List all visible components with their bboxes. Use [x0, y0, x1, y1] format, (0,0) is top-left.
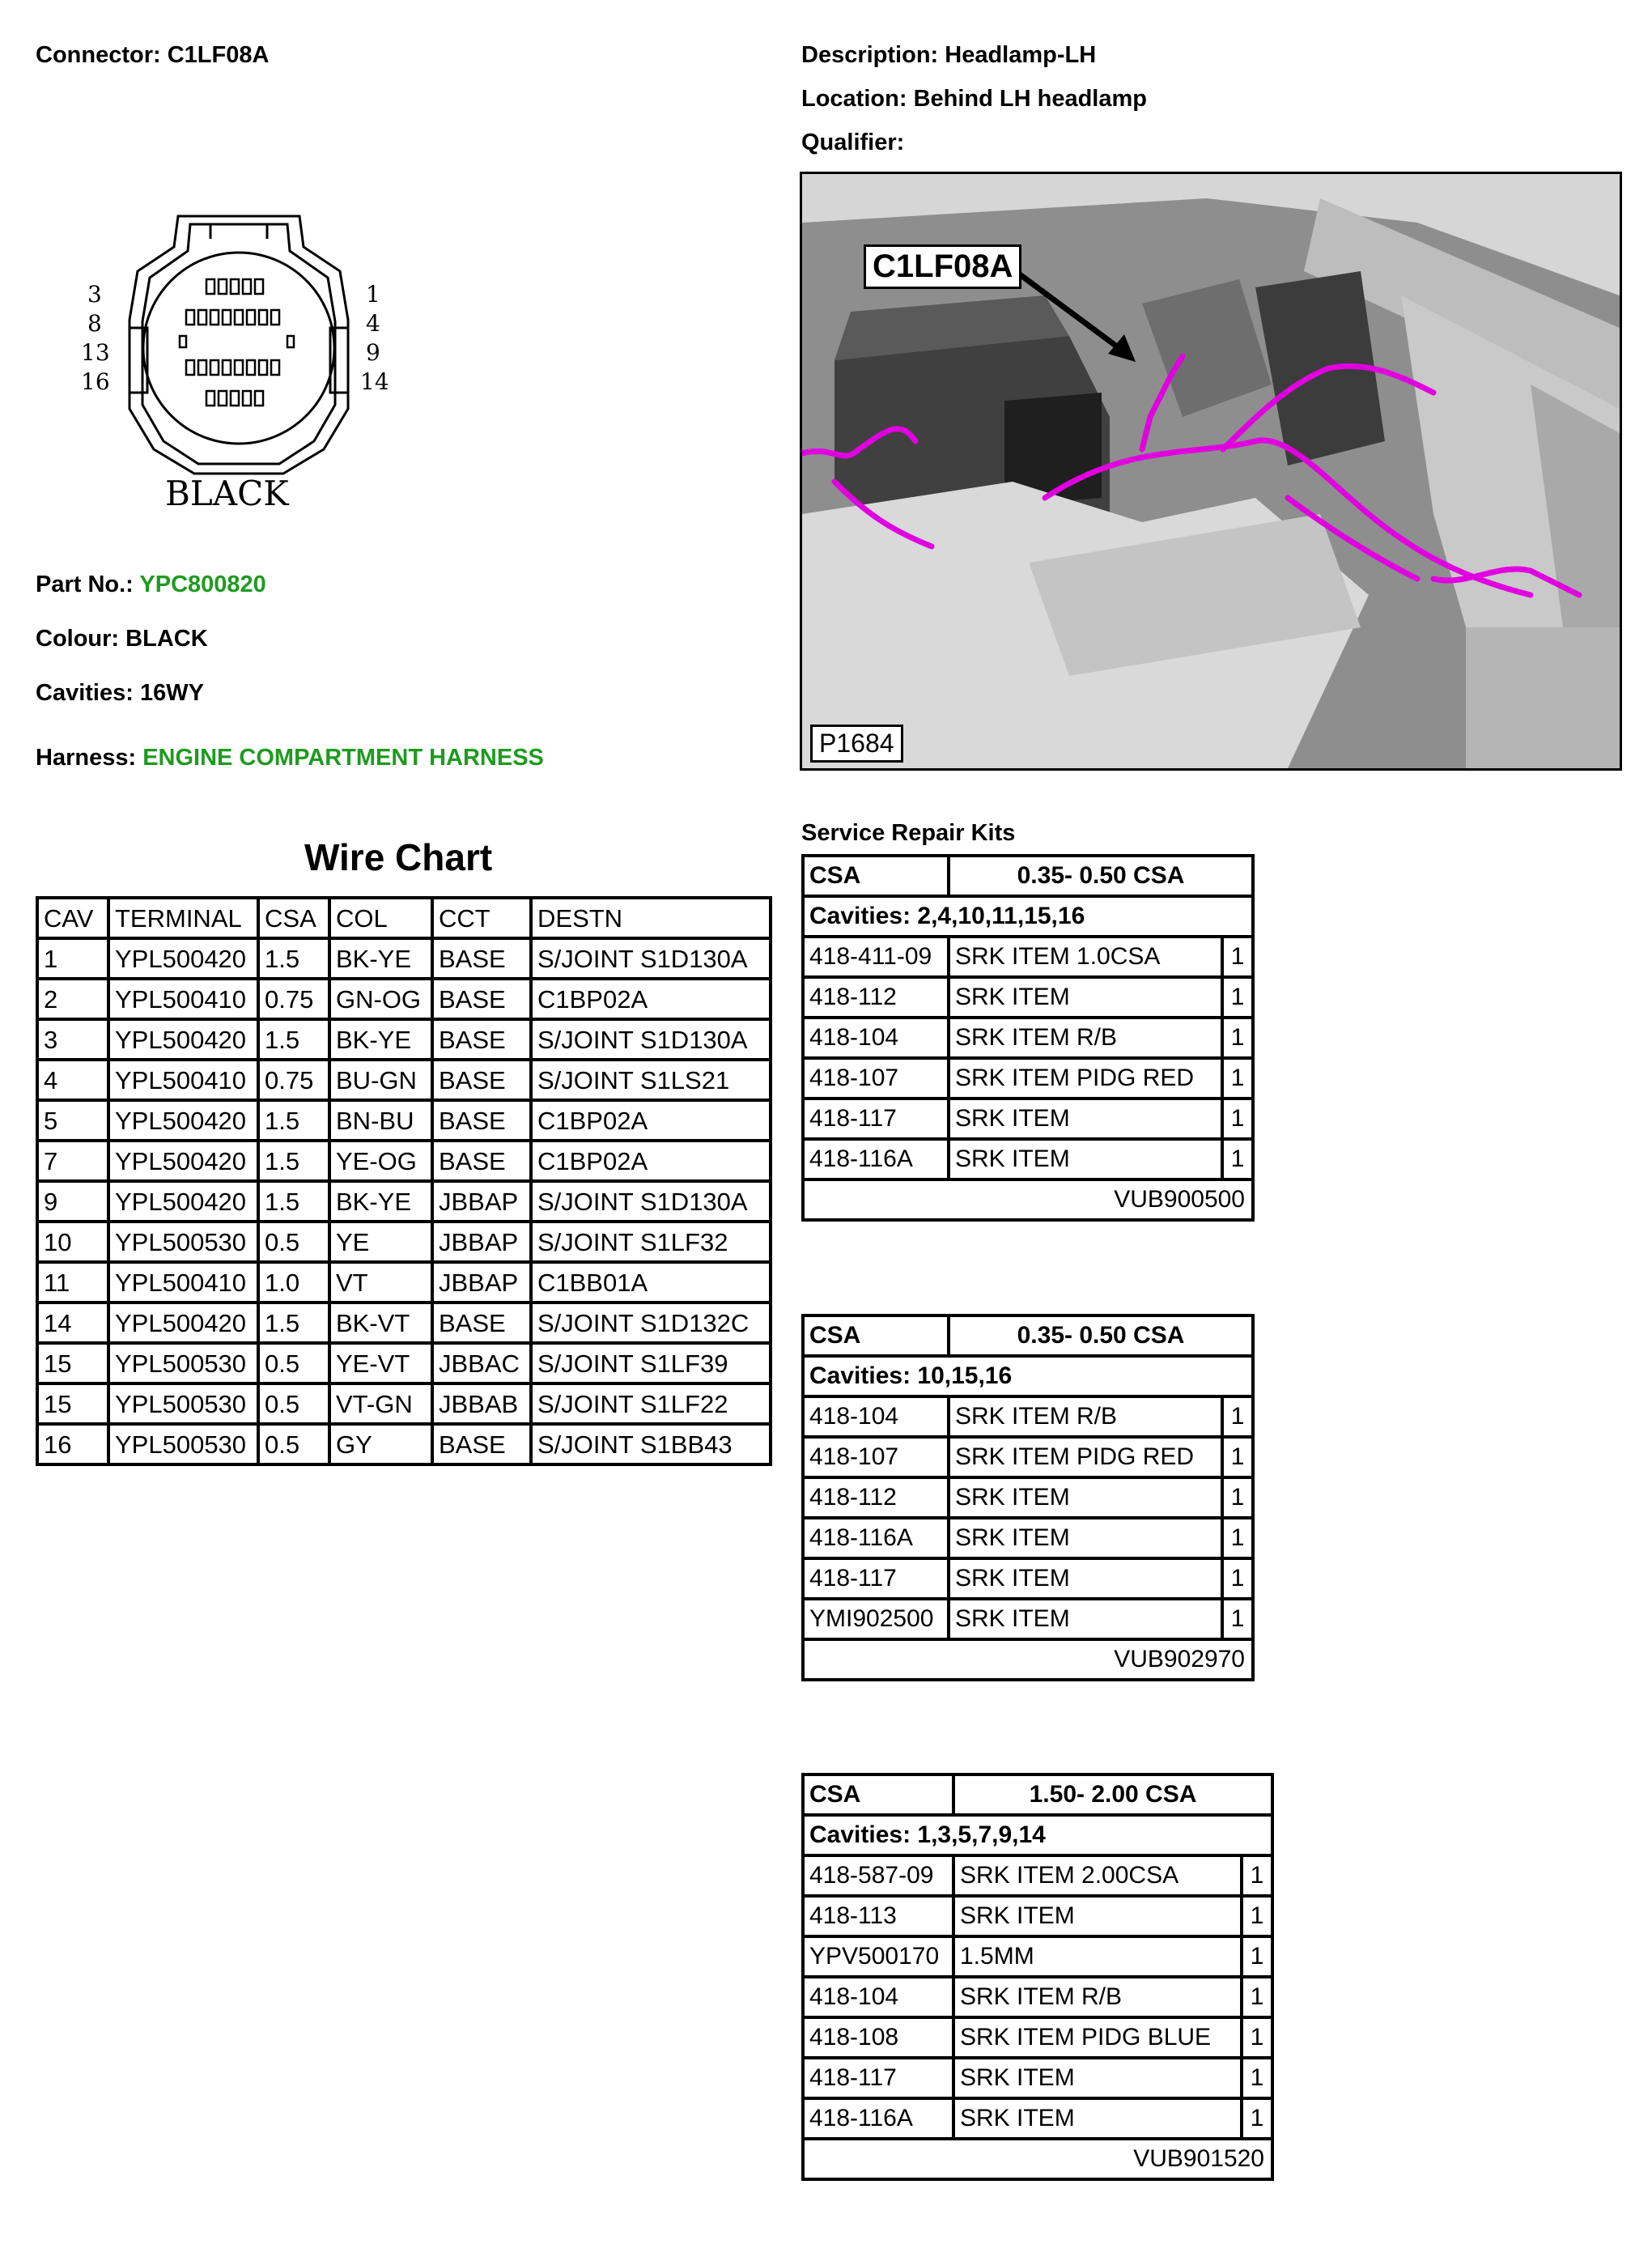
- harness-value: ENGINE COMPARTMENT HARNESS: [142, 745, 544, 771]
- cell-cav: 16: [37, 1424, 108, 1464]
- col-destn: DESTN: [531, 898, 771, 938]
- kit-item-desc: SRK ITEM: [949, 1477, 1222, 1518]
- kit-item-desc: SRK ITEM 1.0CSA: [949, 937, 1222, 977]
- colour-value: BLACK: [125, 626, 208, 652]
- cell-csa: 0.75: [258, 1060, 329, 1100]
- cell-cct: JBBAP: [432, 1222, 531, 1262]
- col-terminal: TERMINAL: [108, 898, 258, 938]
- part-no-value: YPC800820: [139, 572, 266, 597]
- cell-csa: 0.5: [258, 1383, 329, 1424]
- cell-col: GY: [329, 1424, 432, 1464]
- cell-cav: 1: [37, 938, 108, 979]
- kit-item-desc: SRK ITEM: [949, 1599, 1222, 1639]
- table-row: [803, 1018, 1253, 1058]
- cell-cav: 10: [37, 1222, 108, 1262]
- table-row: [37, 979, 771, 1019]
- location-line: [801, 86, 1147, 113]
- kit-item-desc: SRK ITEM: [949, 1558, 1222, 1599]
- kit-item-desc: SRK ITEM: [953, 1896, 1242, 1936]
- cell-terminal: YPL500530: [108, 1424, 258, 1464]
- kit-item-qty: 1: [1242, 1977, 1272, 2017]
- kit-number: VUB902970: [803, 1639, 1253, 1680]
- kit-item-desc: SRK ITEM PIDG BLUE: [953, 2017, 1242, 2058]
- kit-item-part: 418-116A: [803, 2098, 953, 2139]
- table-row: [803, 1518, 1253, 1558]
- table-row: [803, 1558, 1253, 1599]
- kit-header-row: [803, 1774, 1272, 1815]
- colour-label: Colour:: [36, 626, 120, 652]
- cell-col: GN-OG: [329, 979, 432, 1019]
- table-row: [37, 1343, 771, 1383]
- table-row: [37, 1100, 771, 1141]
- kit-item-desc: SRK ITEM 2.00CSA: [953, 1855, 1242, 1896]
- pin-label-3: 3: [87, 281, 102, 308]
- kit-item-desc: SRK ITEM PIDG RED: [949, 1058, 1222, 1099]
- connector-face-diagram: [81, 206, 397, 522]
- pin-label-16: 16: [81, 368, 110, 395]
- table-row: [803, 1396, 1253, 1437]
- table-row: [803, 2098, 1272, 2139]
- cell-csa: 1.5: [258, 1303, 329, 1343]
- kit-item-part: 418-117: [803, 1558, 949, 1599]
- kit-item-desc: SRK ITEM: [949, 1099, 1222, 1139]
- kit-item-desc: SRK ITEM: [953, 2058, 1242, 2098]
- col-csa: CSA: [258, 898, 329, 938]
- cell-cct: BASE: [432, 1060, 531, 1100]
- photo-callout: C1LF08A: [864, 244, 1021, 289]
- table-row: [37, 1383, 771, 1424]
- wire-chart-header-row: [37, 898, 771, 938]
- kit-table-2: [801, 1314, 1255, 1681]
- kit-item-part: 418-107: [803, 1058, 949, 1099]
- location-photo: [800, 172, 1622, 771]
- cell-cct: BASE: [432, 1303, 531, 1343]
- cell-destn: S/JOINT S1BB43: [531, 1424, 771, 1464]
- cell-col: VT: [329, 1262, 432, 1303]
- kit-item-qty: 1: [1222, 1139, 1253, 1179]
- cell-terminal: YPL500530: [108, 1383, 258, 1424]
- kit-item-part: 418-113: [803, 1896, 953, 1936]
- kit-item-part: 418-117: [803, 2058, 953, 2098]
- wire-chart-body: [37, 938, 771, 1464]
- cell-terminal: YPL500420: [108, 1181, 258, 1222]
- cell-destn: S/JOINT S1LF32: [531, 1222, 771, 1262]
- description-line: [801, 42, 1096, 69]
- cell-terminal: YPL500530: [108, 1343, 258, 1383]
- table-row: [803, 977, 1253, 1018]
- cell-terminal: YPL500410: [108, 979, 258, 1019]
- part-no-label: Part No.:: [36, 572, 134, 597]
- cell-csa: 1.5: [258, 938, 329, 979]
- cell-destn: S/JOINT S1LF22: [531, 1383, 771, 1424]
- cell-col: BN-BU: [329, 1100, 432, 1141]
- kit-item-desc: SRK ITEM: [949, 1518, 1222, 1558]
- cell-col: YE-OG: [329, 1141, 432, 1181]
- cell-cct: BASE: [432, 1424, 531, 1464]
- kit-cavities: Cavities: 10,15,16: [803, 1356, 1253, 1396]
- kit-csa-label: CSA: [803, 1774, 953, 1815]
- cell-csa: 1.5: [258, 1100, 329, 1141]
- location-label: Location:: [801, 86, 907, 112]
- cell-cav: 7: [37, 1141, 108, 1181]
- cell-destn: C1BP02A: [531, 1141, 771, 1181]
- kit-item-desc: SRK ITEM: [949, 977, 1222, 1018]
- kit-table-3: [801, 1773, 1274, 2181]
- cell-col: YE: [329, 1222, 432, 1262]
- cell-col: BU-GN: [329, 1060, 432, 1100]
- cell-cct: BASE: [432, 979, 531, 1019]
- kit-item-qty: 1: [1222, 1396, 1253, 1437]
- kit-item-part: 418-117: [803, 1099, 949, 1139]
- harness-line: [36, 745, 544, 771]
- table-row: [803, 1437, 1253, 1477]
- cell-destn: S/JOINT S1LF39: [531, 1343, 771, 1383]
- cell-csa: 0.75: [258, 979, 329, 1019]
- cell-destn: S/JOINT S1D132C: [531, 1303, 771, 1343]
- kit-item-qty: 1: [1242, 2017, 1272, 2058]
- kit-item-qty: 1: [1242, 1896, 1272, 1936]
- harness-label: Harness:: [36, 745, 137, 771]
- col-cct: CCT: [432, 898, 531, 938]
- cell-destn: C1BB01A: [531, 1262, 771, 1303]
- location-value: Behind LH headlamp: [913, 86, 1147, 112]
- service-kits-title: Service Repair Kits: [801, 820, 1016, 846]
- kit-item-desc: SRK ITEM PIDG RED: [949, 1437, 1222, 1477]
- kit-item-qty: 1: [1222, 977, 1253, 1018]
- table-row: [803, 1855, 1272, 1896]
- table-row: [803, 1936, 1272, 1977]
- kit-table-1: [801, 854, 1255, 1222]
- kit-item-desc: SRK ITEM: [953, 2098, 1242, 2139]
- table-row: [803, 937, 1253, 977]
- col-col: COL: [329, 898, 432, 938]
- kit-cavities: Cavities: 1,3,5,7,9,14: [803, 1815, 1272, 1855]
- connector-id: C1LF08A: [167, 42, 270, 68]
- kit-item-qty: 1: [1222, 1518, 1253, 1558]
- kit-item-qty: 1: [1222, 1058, 1253, 1099]
- kit-item-qty: 1: [1242, 1936, 1272, 1977]
- qualifier-line: [801, 130, 904, 156]
- table-row: [803, 1058, 1253, 1099]
- kit-cavities: Cavities: 2,4,10,11,15,16: [803, 896, 1253, 937]
- cavities-label: Cavities:: [36, 680, 134, 706]
- kit-item-qty: 1: [1222, 937, 1253, 977]
- kit-item-part: 418-108: [803, 2017, 953, 2058]
- part-no-line: [36, 572, 266, 598]
- table-row: [37, 1222, 771, 1262]
- cell-col: BK-YE: [329, 938, 432, 979]
- pin-label-4: 4: [366, 310, 380, 337]
- kit-cavities-row: [803, 1815, 1272, 1855]
- kit-item-part: 418-411-09: [803, 937, 949, 977]
- table-row: [803, 1477, 1253, 1518]
- table-row: [37, 1019, 771, 1060]
- kit-item-part: 418-104: [803, 1977, 953, 2017]
- cell-cav: 2: [37, 979, 108, 1019]
- photo-ref: P1684: [810, 725, 903, 763]
- kit-item-qty: 1: [1242, 2098, 1272, 2139]
- cavities-line: [36, 680, 204, 707]
- kit-number-row: [803, 2139, 1272, 2179]
- cell-destn: S/JOINT S1LS21: [531, 1060, 771, 1100]
- cell-cct: BASE: [432, 1141, 531, 1181]
- pin-label-9: 9: [366, 339, 380, 366]
- pin-label-13: 13: [81, 339, 110, 366]
- cell-csa: 1.5: [258, 1019, 329, 1060]
- pin-label-8: 8: [87, 310, 102, 337]
- cell-csa: 1.5: [258, 1181, 329, 1222]
- cell-terminal: YPL500530: [108, 1222, 258, 1262]
- kit-item-desc: SRK ITEM R/B: [949, 1396, 1222, 1437]
- kit-item-part: 418-104: [803, 1018, 949, 1058]
- kit-item-part: 418-587-09: [803, 1855, 953, 1896]
- cell-cct: BASE: [432, 1019, 531, 1060]
- col-cav: CAV: [37, 898, 108, 938]
- cell-cav: 9: [37, 1181, 108, 1222]
- kit-number: VUB900500: [803, 1179, 1253, 1220]
- table-row: [37, 1141, 771, 1181]
- cell-csa: 0.5: [258, 1222, 329, 1262]
- kit-csa-label: CSA: [803, 856, 949, 896]
- cell-cav: 11: [37, 1262, 108, 1303]
- kit-item-qty: 1: [1242, 2058, 1272, 2098]
- description-label: Description:: [801, 42, 939, 68]
- kit-csa-range: 1.50- 2.00 CSA: [953, 1774, 1272, 1815]
- kit-cavities-row: [803, 1356, 1253, 1396]
- kit-cavities-row: [803, 896, 1253, 937]
- cell-destn: S/JOINT S1D130A: [531, 1181, 771, 1222]
- connector-label: Connector:: [36, 42, 161, 68]
- cell-cav: 15: [37, 1383, 108, 1424]
- cell-col: BK-VT: [329, 1303, 432, 1343]
- cell-cav: 3: [37, 1019, 108, 1060]
- table-row: [803, 2058, 1272, 2098]
- table-row: [803, 1896, 1272, 1936]
- colour-line: [36, 626, 208, 652]
- kit-item-qty: 1: [1222, 1018, 1253, 1058]
- cell-cct: JBBAC: [432, 1343, 531, 1383]
- cell-cct: BASE: [432, 1100, 531, 1141]
- table-row: [803, 1599, 1253, 1639]
- kit-csa-range: 0.35- 0.50 CSA: [949, 1315, 1253, 1356]
- wire-chart-title: Wire Chart: [304, 836, 493, 878]
- kit-item-qty: 1: [1222, 1599, 1253, 1639]
- kit-item-desc: 1.5MM: [953, 1936, 1242, 1977]
- kit-item-part: YMI902500: [803, 1599, 949, 1639]
- cell-csa: 1.5: [258, 1141, 329, 1181]
- table-row: [803, 1977, 1272, 2017]
- kit-item-part: YPV500170: [803, 1936, 953, 1977]
- kit-item-part: 418-116A: [803, 1139, 949, 1179]
- kit-item-qty: 1: [1222, 1477, 1253, 1518]
- cell-terminal: YPL500420: [108, 1141, 258, 1181]
- pin-label-14: 14: [360, 368, 389, 395]
- table-row: [803, 2017, 1272, 2058]
- kit-item-part: 418-104: [803, 1396, 949, 1437]
- connector-line: [36, 42, 269, 69]
- cell-col: BK-YE: [329, 1181, 432, 1222]
- kit-number-row: [803, 1639, 1253, 1680]
- cell-csa: 1.0: [258, 1262, 329, 1303]
- cell-destn: C1BP02A: [531, 979, 771, 1019]
- kit-number-row: [803, 1179, 1253, 1220]
- table-row: [37, 1303, 771, 1343]
- cell-terminal: YPL500420: [108, 1100, 258, 1141]
- kit-item-qty: 1: [1222, 1558, 1253, 1599]
- cavities-value: 16WY: [139, 680, 204, 706]
- kit-item-qty: 1: [1242, 1855, 1272, 1896]
- kit-item-part: 418-112: [803, 977, 949, 1018]
- table-row: [37, 938, 771, 979]
- cell-terminal: YPL500420: [108, 1303, 258, 1343]
- pin-label-1: 1: [366, 281, 380, 308]
- cell-destn: C1BP02A: [531, 1100, 771, 1141]
- kit-item-desc: SRK ITEM R/B: [949, 1018, 1222, 1058]
- cell-csa: 0.5: [258, 1343, 329, 1383]
- table-row: [37, 1424, 771, 1464]
- kit-item-desc: SRK ITEM R/B: [953, 1977, 1242, 2017]
- description-value: Headlamp-LH: [945, 42, 1097, 68]
- kit-item-desc: SRK ITEM: [949, 1139, 1222, 1179]
- cell-terminal: YPL500410: [108, 1262, 258, 1303]
- cell-cav: 15: [37, 1343, 108, 1383]
- table-row: [37, 1181, 771, 1222]
- cell-col: VT-GN: [329, 1383, 432, 1424]
- kit-item-qty: 1: [1222, 1099, 1253, 1139]
- cell-col: BK-YE: [329, 1019, 432, 1060]
- qualifier-label: Qualifier:: [801, 130, 905, 155]
- cell-col: YE-VT: [329, 1343, 432, 1383]
- cell-terminal: YPL500420: [108, 1019, 258, 1060]
- table-row: [803, 1099, 1253, 1139]
- wire-chart-table: [36, 896, 772, 1466]
- kit-item-part: 418-107: [803, 1437, 949, 1477]
- kit-item-part: 418-112: [803, 1477, 949, 1518]
- cell-csa: 0.5: [258, 1424, 329, 1464]
- table-row: [803, 1139, 1253, 1179]
- cell-terminal: YPL500420: [108, 938, 258, 979]
- cell-cav: 14: [37, 1303, 108, 1343]
- cell-cav: 4: [37, 1060, 108, 1100]
- cell-cct: BASE: [432, 938, 531, 979]
- table-row: [37, 1262, 771, 1303]
- kit-header-row: [803, 856, 1253, 896]
- cell-destn: S/JOINT S1D130A: [531, 1019, 771, 1060]
- cell-destn: S/JOINT S1D130A: [531, 938, 771, 979]
- kit-item-part: 418-116A: [803, 1518, 949, 1558]
- table-row: [37, 1060, 771, 1100]
- cell-terminal: YPL500410: [108, 1060, 258, 1100]
- connector-colour-text: BLACK: [165, 474, 289, 513]
- kit-item-qty: 1: [1222, 1437, 1253, 1477]
- cell-cct: JBBAP: [432, 1262, 531, 1303]
- cell-cav: 5: [37, 1100, 108, 1141]
- kit-csa-range: 0.35- 0.50 CSA: [949, 856, 1253, 896]
- kit-number: VUB901520: [803, 2139, 1272, 2179]
- cell-cct: JBBAB: [432, 1383, 531, 1424]
- kit-header-row: [803, 1315, 1253, 1356]
- kit-csa-label: CSA: [803, 1315, 949, 1356]
- cell-cct: JBBAP: [432, 1181, 531, 1222]
